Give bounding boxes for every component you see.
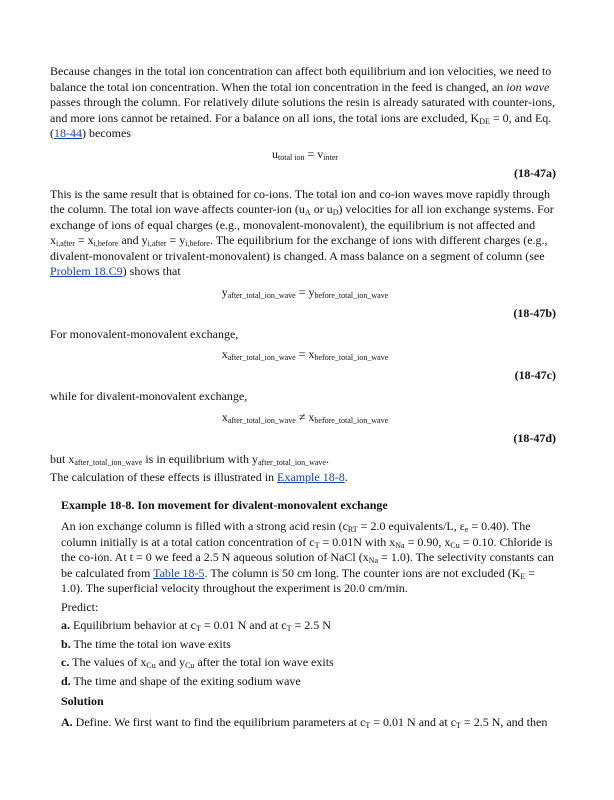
item-b: b. The time the total ion wave exits [61,636,231,651]
item-d: d. The time and shape of the exiting sodium wave [61,673,301,688]
item-a: a. Equilibrium behavior at $c_T = 0.01$ N and at $c_T = 2.5$ N [61,618,331,633]
link-example-18-8[interactable]: Example 18-8 [277,470,345,484]
example-title: Example 18-8. Ion movement for divalent-monovalent exchange [61,497,388,512]
example-18-8 [50,498,560,731]
solution-heading: Solution [61,694,104,708]
equation-18-47c: $x_{after\_total\_ion\_wave} = x_{before\_total\_ion\_wave}$ [221,347,389,362]
equation-18-47a: $u_{total ion} = v_{inter}$ [272,146,338,162]
link-eq-18-44[interactable]: 18-44 [54,126,82,140]
example-problem-text: An ion exchange column is filled with a strong acid resin ($c_{RT} = 2.0$ equivalents/L, $\varepsilon_e = 0.40$). The column initially is at a total cation concentration of $c_T = 0.01N$ with $x_{Na} = 0.90$, $x_{Cu} = 0.10$. Chloride is the co-ion. At t = 0 we feed a 2.5 N aqueous solution of NaCl $(x_{Na} = 1.0)$. The selectivity constants can be calculated from Table 18-5. The column is 50 cm long. The counter ions are not excluded $(K_E = 1.0)$. The superficial velocity throughout the experiment is 20.0 cm/min. [61,519,554,595]
equation-number: (18-47c) [514,368,556,382]
page-content [50,64,560,730]
paragraph-monovalent: For monovalent-monovalent exchange, [50,326,239,341]
paragraph-calculation: The calculation of these effects is illustrated in Example 18-8. [50,470,348,484]
link-problem-18-c9[interactable]: Problem 18.C9 [50,264,123,278]
equation-18-47b: $y_{after\_total\_ion\_wave} = y_{before\_total\_ion\_wave}$ [221,284,389,300]
link-table-18-5[interactable]: Table 18-5 [153,565,205,580]
equation-18-47d: $x_{after\_total\_ion\_wave} \ne x_{before\_total\_ion\_wave}$ [221,409,389,425]
paragraph-ion-wave: Because changes in the total ion concentration can affect both equilibrium and ion velocities, we need to balance the total ion concentration. When the total ion concentration in the feed is changed, an ion wave passes through the column. For relatively dilute solutions the resin is already saturated with counter-ions, and more ions cannot be retained. For a balance on all ions, the total ions are excluded, $K_{DE} = 0$, and Eq. (18-44) becomes [50,64,555,140]
solution-step-a: A. Define. We first want to find the equilibrium parameters at $c_T = 0.01$ N and at $c_T = 2.5$ N, and then [61,714,548,730]
equation-number: (18-47a) [514,165,556,180]
paragraph-total-ion-wave: This is the same result that is obtained for co-ions. The total ion and co-ion waves move rapidly through the column. The total ion wave affects counter-ion ($u_A$ or $u_D$) velocities for all ion exchange systems. For exchange of ions of equal charges (e.g., monovalent-monovalent), the equilibrium is not affected and $x_{i,after} = x_{i,before}$ and $y_{i,after} = y_{i,before}$. The equilibrium for the exchange of ions with different charges (e.g., divalent-monovalent or trivalent-monovalent) is changed. A mass balance on a segment of column (see Problem 18.C9) shows that [50,186,554,278]
equation-number: (18-47d) [513,430,556,445]
paragraph-equilibrium: but $x_{after\_total\_ion\_wave}$ is in equilibrium with $y_{after\_total\_ion\_wave}$. [50,451,329,467]
item-c: c. The values of $x_{Cu}$ and $y_{Cu}$ after the total ion wave exits [61,655,334,670]
predict-label: Predict: [61,599,99,614]
equation-number: (18-47b) [513,305,556,320]
paragraph-divalent: while for divalent-monovalent exchange, [50,389,248,403]
